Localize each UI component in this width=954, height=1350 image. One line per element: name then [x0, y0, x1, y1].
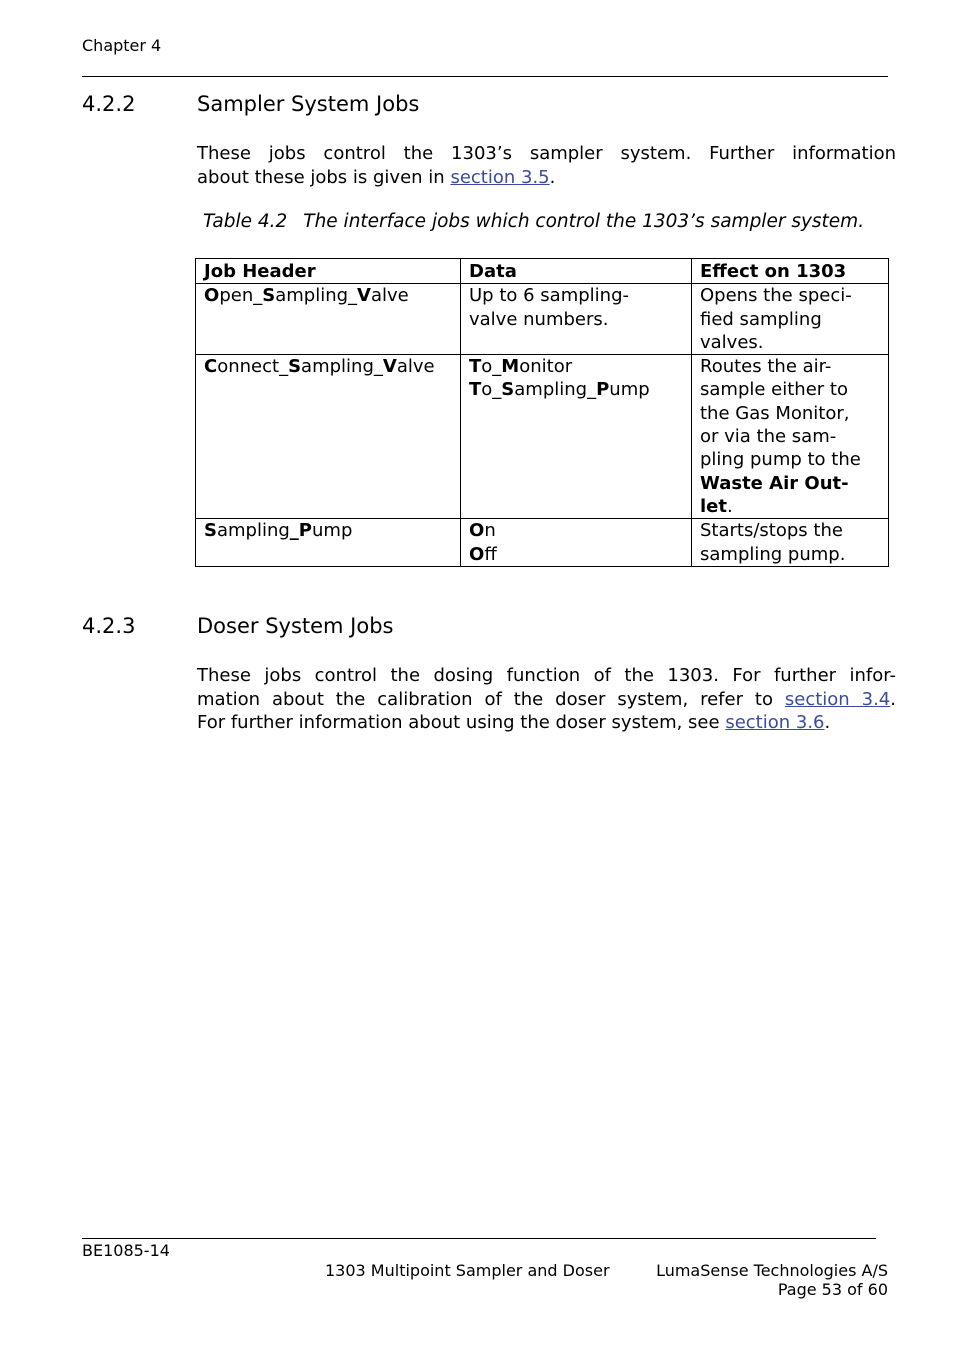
footer-page-number: Page 53 of 60	[777, 1280, 888, 1299]
data-line: To_Sampling_Pump	[469, 379, 650, 401]
effect-line: sampling pump.	[700, 543, 846, 565]
job-header-cell	[196, 519, 461, 567]
data-line: Off	[469, 543, 497, 565]
paragraph-line	[197, 166, 896, 190]
data-line: On	[469, 520, 496, 542]
section-title: Doser System Jobs	[197, 614, 394, 638]
effect-cell	[692, 519, 889, 567]
effect-line: sample either to	[700, 379, 848, 401]
data-cell	[461, 284, 692, 355]
data-cell	[461, 519, 692, 567]
data-line: valve numbers.	[469, 308, 609, 330]
job-header-cell	[196, 355, 461, 519]
section-3-5-link[interactable]: section 3.5	[450, 166, 550, 188]
paragraph-line: These jobs control the 1303’s sampler system. Further information	[197, 143, 896, 164]
job-header-name: Sampling_Pump	[204, 520, 353, 542]
footer-doc-id: BE1085-14	[82, 1241, 170, 1260]
table-row	[196, 284, 889, 355]
table-row	[196, 519, 889, 567]
chapter-header: Chapter 4	[82, 36, 162, 55]
sampler-intro-paragraph	[197, 142, 896, 189]
column-header-effect: Effect on 1303	[692, 259, 889, 284]
data-cell	[461, 355, 692, 519]
section-number: 4.2.2	[82, 92, 136, 116]
paragraph-punct: .	[824, 712, 831, 733]
effect-line: pling pump to the	[700, 449, 861, 471]
job-header-name: Open_Sampling_Valve	[204, 285, 409, 307]
effect-line: valves.	[700, 331, 764, 353]
effect-line: Starts/stops the	[700, 520, 843, 542]
paragraph-text: For further information about using the doser system, see	[197, 712, 720, 733]
effect-line: Routes the air-	[700, 356, 832, 378]
header-rule	[82, 76, 888, 77]
effect-line: Waste Air Out-	[700, 472, 849, 494]
effect-cell	[692, 284, 889, 355]
effect-line: fied sampling	[700, 308, 822, 330]
paragraph-text: mation about the calibration of the doser system, refer to	[197, 688, 773, 710]
section-number: 4.2.3	[82, 614, 136, 638]
section-3-6-link[interactable]: section 3.6	[725, 712, 825, 733]
paragraph-line: These jobs control the dosing function of the 1303. For further infor-	[197, 665, 896, 686]
effect-line: the Gas Monitor,	[700, 402, 850, 424]
table-header-row	[196, 259, 889, 284]
table-caption-label: Table 4.2	[203, 211, 288, 232]
effect-line: Opens the speci-	[700, 285, 852, 307]
effect-line: let.	[700, 495, 733, 517]
sampler-jobs-table	[195, 258, 889, 567]
table-row	[196, 355, 889, 519]
effect-line: or via the sam-	[700, 426, 837, 448]
paragraph-text: about these jobs is given in	[197, 166, 445, 188]
section-title: Sampler System Jobs	[197, 92, 420, 116]
job-header-name: Connect_Sampling_Valve	[204, 356, 435, 378]
section-3-4-link[interactable]: section 3.4	[784, 688, 891, 710]
paragraph-line	[197, 688, 896, 712]
footer-company: LumaSense Technologies A/S	[656, 1261, 888, 1280]
paragraph-punct: .	[890, 688, 896, 710]
table-caption	[203, 211, 864, 232]
job-header-cell	[196, 284, 461, 355]
data-line: To_Monitor	[469, 356, 573, 378]
table-caption-text: The interface jobs which control the 1303’s sampler system.	[303, 211, 865, 232]
paragraph-punct: .	[549, 166, 556, 188]
footer-product: 1303 Multipoint Sampler and Doser	[325, 1261, 610, 1280]
footer-rule	[82, 1238, 876, 1239]
paragraph-line	[197, 711, 896, 735]
doser-intro-paragraph	[197, 664, 896, 735]
column-header-data: Data	[461, 259, 692, 284]
effect-cell	[692, 355, 889, 519]
data-line: Up to 6 sampling-	[469, 285, 629, 307]
column-header-job: Job Header	[196, 259, 461, 284]
